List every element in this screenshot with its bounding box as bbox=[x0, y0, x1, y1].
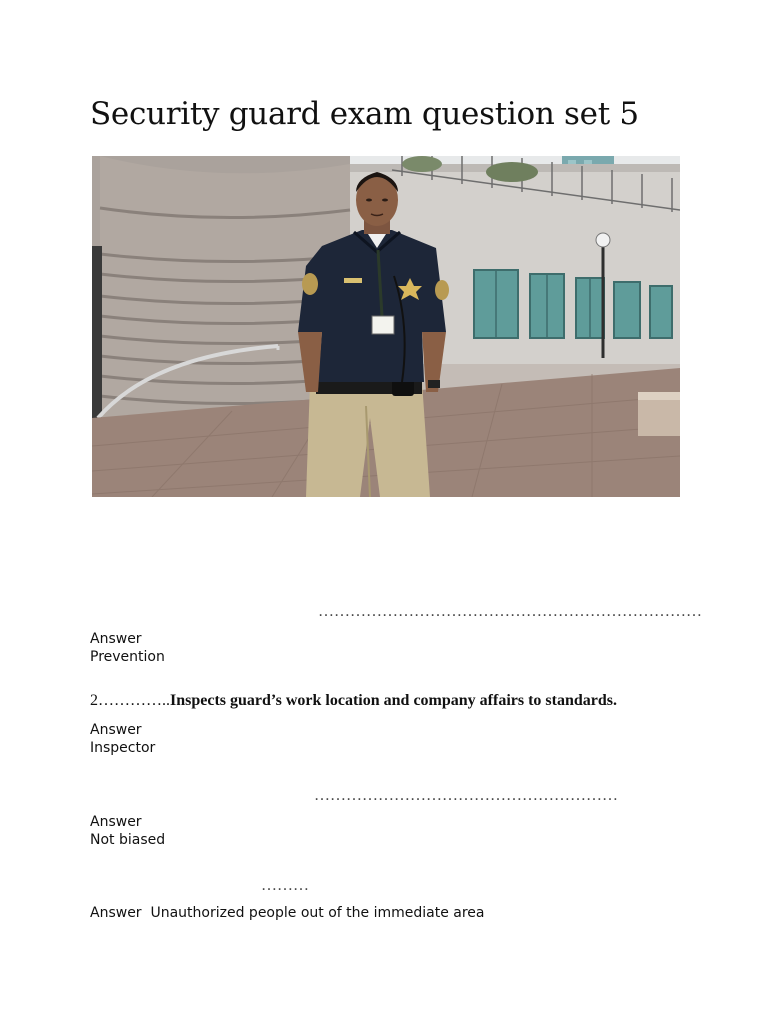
question-2 bbox=[90, 691, 617, 711]
question-1-blank bbox=[318, 602, 702, 622]
blank-dots: ………………………………………………… bbox=[314, 787, 618, 804]
answer-2-label: Answer bbox=[90, 722, 142, 738]
page-title: Security guard exam question set 5 bbox=[90, 96, 639, 132]
question-3-blank bbox=[314, 786, 618, 806]
question-4-blank bbox=[261, 876, 309, 896]
answer-3-label: Answer bbox=[90, 814, 142, 830]
answer-1-text: Prevention bbox=[90, 649, 165, 665]
answer-2-text: Inspector bbox=[90, 740, 156, 756]
answer-1-label: Answer bbox=[90, 631, 142, 647]
blank-dots: ……… bbox=[261, 877, 309, 894]
question-2-number-blank: 2………….. bbox=[90, 692, 170, 709]
answer-4 bbox=[90, 904, 485, 922]
blank-dots: ……………………………………………………………… bbox=[318, 603, 702, 620]
answer-3-text: Not biased bbox=[90, 832, 166, 848]
question-2-text: Inspects guard’s work location and company affairs to standards. bbox=[170, 692, 617, 709]
answer-4-text: Unauthorized people out of the immediate area bbox=[150, 905, 485, 921]
answer-4-label: Answer bbox=[90, 905, 142, 921]
photo-security-guard bbox=[92, 156, 680, 497]
